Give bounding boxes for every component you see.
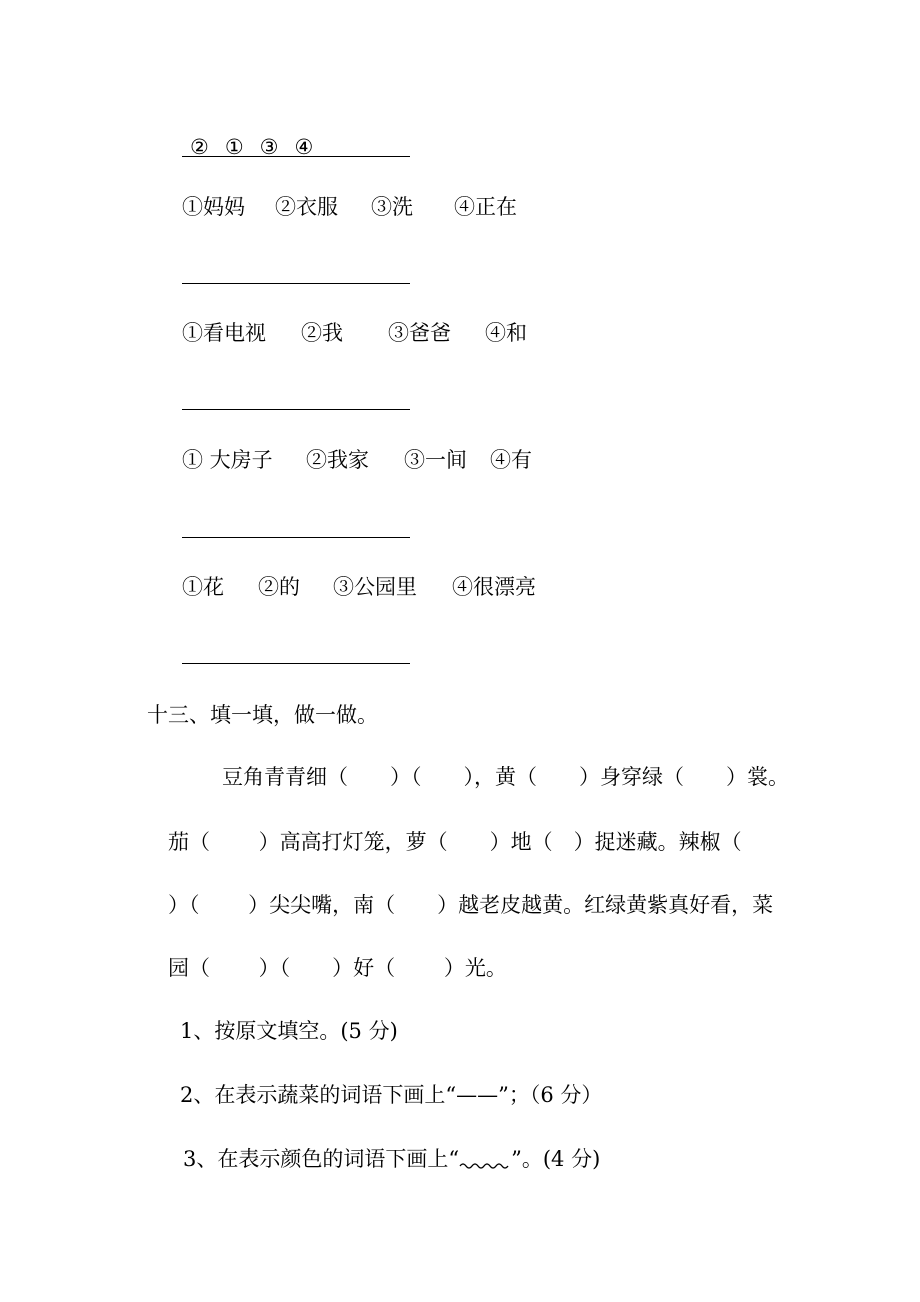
word-group-3 — [182, 450, 532, 471]
answer-underline — [182, 156, 410, 157]
answer-number: ③ — [259, 135, 279, 159]
word-group-1 — [182, 197, 517, 218]
word: ②衣服 — [275, 195, 338, 219]
word: ④和 — [485, 321, 527, 345]
task-1: 1、按原文填空。(5 分) — [180, 1019, 398, 1043]
example-answer — [190, 137, 329, 158]
section-title: 十三、填一填，做一做。 — [147, 703, 378, 727]
word: ③一间 — [404, 448, 467, 472]
answer-blank-line[interactable] — [182, 283, 410, 284]
word: ③公园里 — [333, 575, 417, 599]
word: ①看电视 — [182, 321, 266, 345]
word: ④正在 — [454, 195, 517, 219]
word: ④很漂亮 — [452, 575, 536, 599]
word: ②我家 — [306, 448, 369, 472]
passage-line: ）（ ）尖尖嘴，南（ ）越老皮越黄。红绿黄紫真好看，菜 — [168, 893, 774, 917]
wavy-underline-icon — [459, 1160, 511, 1170]
word-group-2 — [182, 323, 527, 344]
word: ③爸爸 — [388, 321, 451, 345]
task-3-text: 3、在表示颜色的词语下画上“ — [183, 1147, 460, 1171]
answer-number: ① — [224, 135, 244, 159]
passage-line: 茄（ ）高高打灯笼，萝（ ）地（ ）捉迷藏。辣椒（ — [168, 830, 742, 854]
answer-blank-line[interactable] — [182, 663, 410, 664]
passage-line: 园（ ）（ ）好（ ）光。 — [168, 956, 507, 980]
answer-number: ④ — [294, 135, 314, 159]
word: ①花 — [182, 575, 224, 599]
word: ②的 — [258, 575, 300, 599]
word: ③洗 — [371, 195, 413, 219]
task-3 — [183, 1149, 600, 1170]
word: ① 大房子 — [182, 448, 273, 472]
passage-line: 豆角青青细（ ）（ ），黄（ ）身穿绿（ ）裳。 — [222, 765, 789, 789]
answer-blank-line[interactable] — [182, 537, 410, 538]
word: ④有 — [490, 448, 532, 472]
word: ②我 — [301, 321, 343, 345]
word: ①妈妈 — [182, 195, 245, 219]
task-2: 2、在表示蔬菜的词语下画上“——”；（6 分） — [180, 1083, 603, 1107]
task-3-text-end: ”。(4 分) — [511, 1147, 601, 1171]
word-group-4 — [182, 577, 536, 598]
answer-number: ② — [190, 135, 209, 159]
answer-blank-line[interactable] — [182, 409, 410, 410]
